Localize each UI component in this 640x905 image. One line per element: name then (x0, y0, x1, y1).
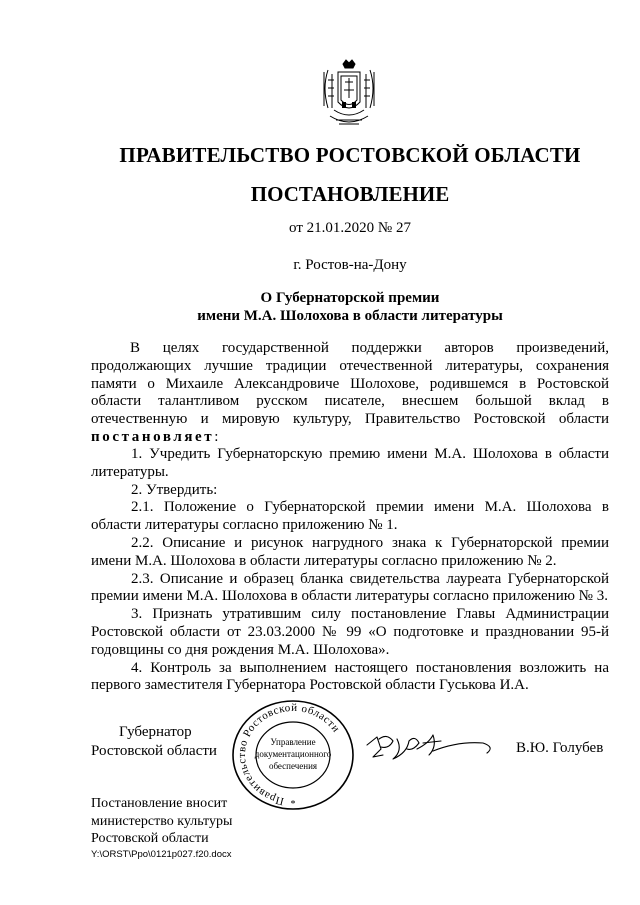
submitter-note-line: Ростовской области (91, 831, 209, 846)
file-path: Y:\ORST\Ppo\0121p027.f20.docx (91, 849, 232, 860)
resolution-item: 2.2. Описание и рисунок нагрудного знака к Губернаторской премии имени М.А. Шолохова в области литературы согласно приложению № 2. (91, 534, 609, 569)
submitter-note-line: Постановление вносит (91, 796, 228, 811)
stamp-star: * (290, 799, 296, 810)
document-city: г. Ростов-на-Дону (293, 257, 407, 273)
official-stamp (228, 700, 358, 815)
submitter-note (91, 795, 232, 848)
resolution-items (91, 446, 609, 695)
intro-paragraph (91, 340, 609, 447)
intro-colon: : (214, 428, 219, 445)
organization-title: ПРАВИТЕЛЬСТВО РОСТОВСКОЙ ОБЛАСТИ (119, 143, 581, 167)
submitter-note-line: министерство культуры (91, 813, 233, 829)
resolution-item: 2.3. Описание и образец бланка свидетельства лауреата Губернаторской премии имени М.А. Шолохова в области литературы согласно приложению № 3. (91, 570, 609, 605)
signatory-title-line: Губернатор (119, 724, 192, 740)
document-heading (0, 289, 640, 325)
handwritten-signature (363, 727, 498, 769)
signatory-title (91, 723, 217, 761)
heading-line: имени М.А. Шолохова в области литературы (197, 308, 503, 324)
resolution-item: 2.1. Положение о Губернаторской премии имени М.А. Шолохова в области литературы согласно приложению № 1. (91, 499, 609, 534)
stamp-inner-line: Управление (270, 737, 316, 747)
intro-verb: постановляет (91, 428, 215, 445)
intro-text: В целях государственной поддержки авторов произведений, продолжающих лучшие традиции отечественной литературы, сохранения памяти о Михаиле Александровиче Шолохове, родившемся в Ростовской области талантливом русском писателе, внесшем большой вклад в отечественную и мировую культуру, Правительство Ростовской области (91, 340, 609, 428)
signatory-name: В.Ю. Голубев (516, 740, 604, 756)
resolution-item: 2. Утвердить: (131, 481, 218, 498)
document-type: ПОСТАНОВЛЕНИЕ (250, 182, 450, 206)
document-date-number: от 21.01.2020 № 27 (289, 220, 411, 236)
stamp-ring-text: Правительство Ростовской области (236, 701, 343, 808)
stamp-inner-line: обеспечения (268, 761, 318, 771)
resolution-item: 1. Учредить Губернаторскую премию имени М.А. Шолохова в области литературы. (91, 446, 609, 480)
coat-of-arms-icon (314, 58, 384, 130)
resolution-item: 4. Контроль за выполнением настоящего постановления возложить на первого заместителя Губернатора Ростовской области Гуськова И.А. (91, 659, 609, 694)
heading-line: О Губернаторской премии (260, 290, 440, 306)
resolution-item: 3. Признать утратившим силу постановление Главы Администрации Ростовской области от 23.03.2000 № 99 «О подготовке и праздновании 95-й годовщины со дня рождения М.А. Шолохова». (91, 606, 609, 658)
stamp-inner-line: документационного (254, 749, 332, 759)
signatory-title-line: Ростовской области (91, 743, 217, 759)
